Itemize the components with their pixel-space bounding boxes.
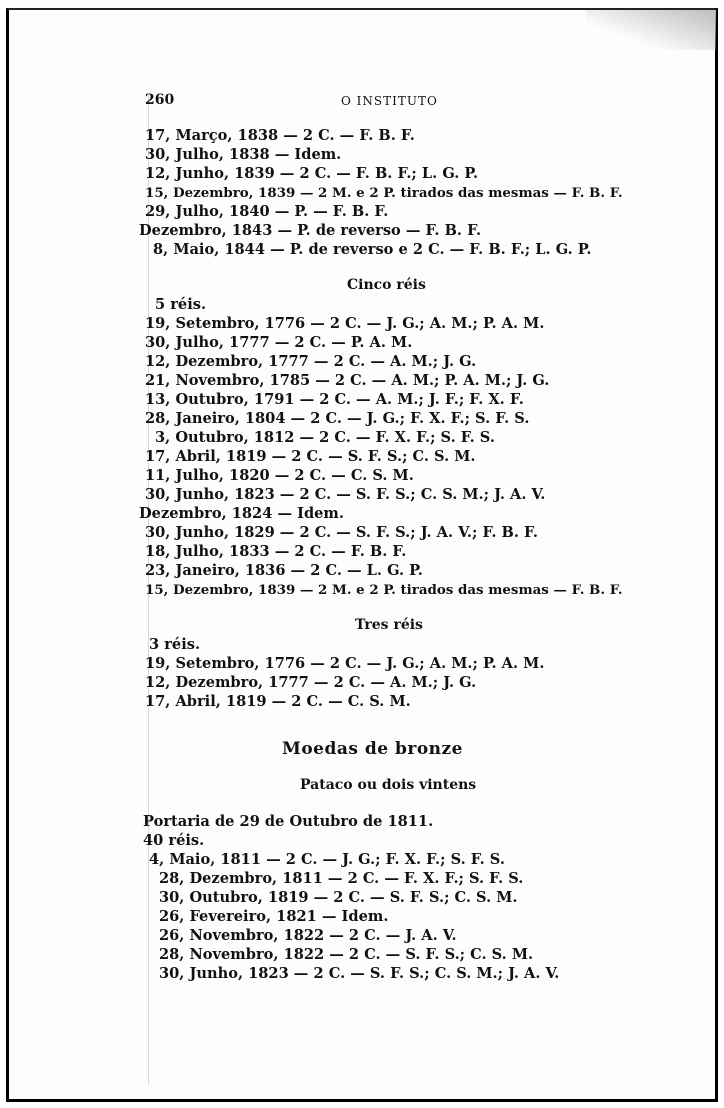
text-line: Portaria de 29 de Outubro de 1811. (143, 813, 434, 830)
text-line: 12, Dezembro, 1777 — 2 C. — A. M.; J. G. (145, 353, 477, 370)
scan-shadow (586, 10, 716, 50)
text-line: Dezembro, 1824 — Idem. (139, 505, 344, 522)
text-line: 26, Novembro, 1822 — 2 C. — J. A. V. (159, 927, 457, 944)
text-line: 29, Julho, 1840 — P. — F. B. F. (145, 203, 389, 220)
text-line: 23, Janeiro, 1836 — 2 C. — L. G. P. (145, 562, 423, 579)
text-line: 8, Maio, 1844 — P. de reverso e 2 C. — F. B. F.; L. G. P. (153, 241, 592, 258)
text-line: 13, Outubro, 1791 — 2 C. — A. M.; J. F.; F. X. F. (145, 391, 524, 408)
text-line: 3 réis. (149, 636, 201, 653)
section-heading-cinco-reis: Cinco réis (347, 277, 426, 293)
text-line: Dezembro, 1843 — P. de reverso — F. B. F. (139, 222, 482, 239)
text-line: 21, Novembro, 1785 — 2 C. — A. M.; P. A. M.; J. G. (145, 372, 550, 389)
text-line: 17, Março, 1838 — 2 C. — F. B. F. (145, 127, 415, 144)
text-line: 3, Outubro, 1812 — 2 C. — F. X. F.; S. F. S. (155, 429, 495, 446)
text-line: 17, Abril, 1819 — 2 C. — S. F. S.; C. S. M. (145, 448, 476, 465)
text-line: 30, Outubro, 1819 — 2 C. — S. F. S.; C. S. M. (159, 889, 518, 906)
text-line: 5 réis. (155, 296, 207, 313)
text-line: 19, Setembro, 1776 — 2 C. — J. G.; A. M.; P. A. M. (145, 655, 545, 672)
text-line: 30, Julho, 1838 — Idem. (145, 146, 342, 163)
text-line: 15, Dezembro, 1839 — 2 M. e 2 P. tirados das mesmas — F. B. F. (145, 185, 623, 201)
section-heading-tres-reis: Tres réis (355, 617, 423, 633)
text-line: 15, Dezembro, 1839 — 2 M. e 2 P. tirados das mesmas — F. B. F. (145, 582, 623, 598)
text-line: 17, Abril, 1819 — 2 C. — C. S. M. (145, 693, 411, 710)
text-line: 30, Junho, 1823 — 2 C. — S. F. S.; C. S. M.; J. A. V. (159, 965, 560, 982)
text-line: 12, Junho, 1839 — 2 C. — F. B. F.; L. G. P. (145, 165, 479, 182)
text-line: 12, Dezembro, 1777 — 2 C. — A. M.; J. G. (145, 674, 477, 691)
text-line: 40 réis. (143, 832, 205, 849)
text-line: 26, Fevereiro, 1821 — Idem. (159, 908, 389, 925)
page-number: 260 (145, 92, 175, 108)
running-title: O INSTITUTO (341, 94, 438, 108)
text-line: 28, Novembro, 1822 — 2 C. — S. F. S.; C. S. M. (159, 946, 534, 963)
section-heading-moedas-de-bronze: Moedas de bronze (282, 739, 463, 759)
text-line: 19, Setembro, 1776 — 2 C. — J. G.; A. M.; P. A. M. (145, 315, 545, 332)
text-line: 28, Dezembro, 1811 — 2 C. — F. X. F.; S. F. S. (159, 870, 524, 887)
text-line: 30, Julho, 1777 — 2 C. — P. A. M. (145, 334, 413, 351)
text-line: 30, Junho, 1829 — 2 C. — S. F. S.; J. A. V.; F. B. F. (145, 524, 538, 541)
text-line: 11, Julho, 1820 — 2 C. — C. S. M. (145, 467, 414, 484)
text-line: 18, Julho, 1833 — 2 C. — F. B. F. (145, 543, 407, 560)
text-line: 28, Janeiro, 1804 — 2 C. — J. G.; F. X. F.; S. F. S. (145, 410, 530, 427)
section-subheading-pataco: Pataco ou dois vintens (300, 777, 477, 793)
page-header (145, 92, 585, 112)
text-line: 4, Maio, 1811 — 2 C. — J. G.; F. X. F.; S. F. S. (149, 851, 505, 868)
text-line: 30, Junho, 1823 — 2 C. — S. F. S.; C. S. M.; J. A. V. (145, 486, 546, 503)
